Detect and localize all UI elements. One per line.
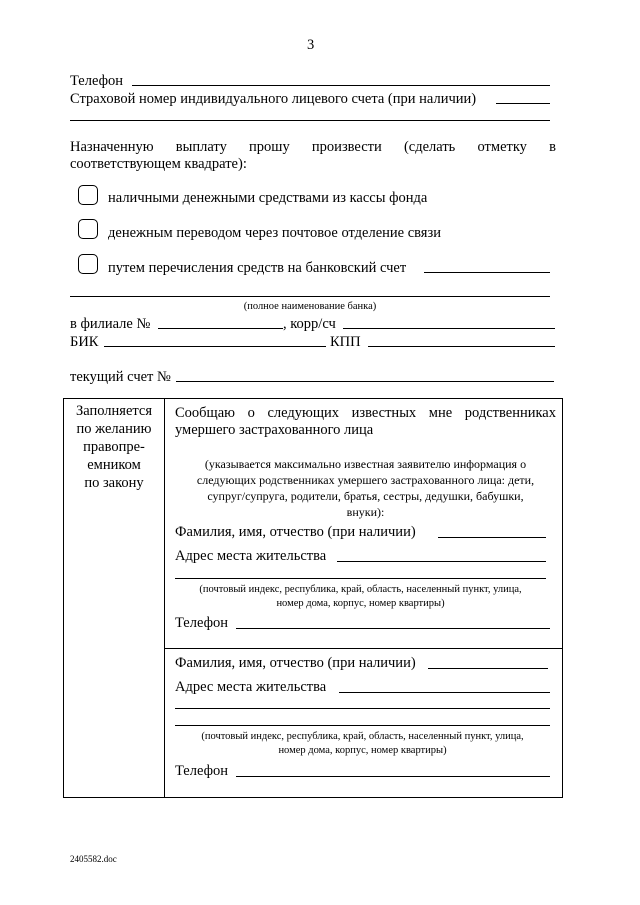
payment-request-line1: Назначенную выплату прошу произвести (сделать отметку в [70, 139, 556, 155]
left-cell-line: емником [87, 457, 141, 473]
relative2-address-field-continuation[interactable] [175, 708, 550, 709]
checkbox-postal-transfer[interactable] [78, 219, 98, 239]
current-account-field[interactable] [176, 381, 554, 382]
relative1-address-label: Адрес места жительства [175, 548, 327, 564]
relative1-phone-field[interactable] [236, 628, 550, 629]
option-bank-label: путем перечисления средств на банковский счет [108, 260, 407, 276]
relative1-phone-label: Телефон [175, 615, 228, 631]
corr-account-field[interactable] [343, 328, 555, 329]
kpp-field[interactable] [368, 346, 555, 347]
option-postal-label: денежным переводом через почтовое отделение связи [108, 225, 441, 241]
table-column-divider [164, 398, 165, 798]
relative2-phone-field[interactable] [236, 776, 550, 777]
relative2-address-hint-line1: (почтовый индекс, республика, край, область, населенный пункт, улица, [201, 731, 524, 742]
phone-field[interactable] [132, 85, 550, 86]
left-cell-line: Заполняется [75, 403, 153, 419]
phone-label: Телефон [70, 73, 123, 89]
footer-filename: 2405582.doc [70, 854, 117, 864]
branch-label: в филиале № [70, 316, 151, 332]
hint-line: (указывается максимально известная заявителю информация о [204, 457, 527, 471]
current-account-label: текущий счет № [70, 369, 171, 385]
bank-name-hint: (полное наименование банка) [243, 301, 377, 312]
relatives-intro-line2: умершего застрахованного лица [175, 422, 374, 438]
relative2-name-label: Фамилия, имя, отчество (при наличии) [175, 655, 416, 671]
snils-field-continuation[interactable] [70, 120, 550, 121]
snils-field[interactable] [496, 103, 550, 104]
left-cell-line: по закону [84, 475, 144, 491]
relative2-address-label: Адрес места жительства [175, 679, 327, 695]
table-left-cell [64, 402, 164, 492]
hint-line: следующих родственниках умершего застрахованного лица: дети, [196, 473, 535, 487]
page-number: 3 [307, 37, 315, 53]
relative2-address-field-continuation2[interactable] [175, 725, 550, 726]
relative1-address-hint-line2: номер дома, корпус, номер квартиры) [276, 598, 445, 609]
relative1-address-hint-line1: (почтовый индекс, республика, край, область, населенный пункт, улица, [199, 584, 522, 595]
relatives-hint [175, 456, 556, 520]
branch-field[interactable] [158, 328, 283, 329]
relative2-phone-label: Телефон [175, 763, 228, 779]
bank-account-field[interactable] [424, 272, 550, 273]
relative1-name-label: Фамилия, имя, отчество (при наличии) [175, 524, 416, 540]
hint-line: внуки): [346, 505, 385, 519]
bik-field[interactable] [104, 346, 326, 347]
relative2-name-field[interactable] [428, 668, 548, 669]
table-row-divider [164, 648, 563, 649]
bank-name-field[interactable] [70, 296, 550, 297]
left-cell-line: правопре- [83, 439, 145, 455]
payment-request-line2: соответствующем квадрате): [70, 156, 247, 172]
relative1-address-field-continuation[interactable] [175, 578, 546, 579]
corr-account-label: , корр/сч [283, 316, 336, 332]
relative1-address-field[interactable] [337, 561, 546, 562]
relative2-address-hint-line2: номер дома, корпус, номер квартиры) [278, 745, 447, 756]
hint-line: супруг/супруга, родители, братья, сестры, дедушки, бабушки, [207, 489, 524, 503]
relatives-intro-line1: Сообщаю о следующих известных мне родственниках [175, 405, 556, 421]
left-cell-line: по желанию [76, 421, 152, 437]
bik-label: БИК [70, 334, 99, 350]
checkbox-bank-transfer[interactable] [78, 254, 98, 274]
relative2-address-field[interactable] [339, 692, 550, 693]
snils-label: Страховой номер индивидуального лицевого счета (при наличии) [70, 91, 477, 107]
option-cash-label: наличными денежными средствами из кассы фонда [108, 190, 428, 206]
kpp-label: КПП [330, 334, 361, 350]
relative1-name-field[interactable] [438, 537, 546, 538]
checkbox-cash[interactable] [78, 185, 98, 205]
